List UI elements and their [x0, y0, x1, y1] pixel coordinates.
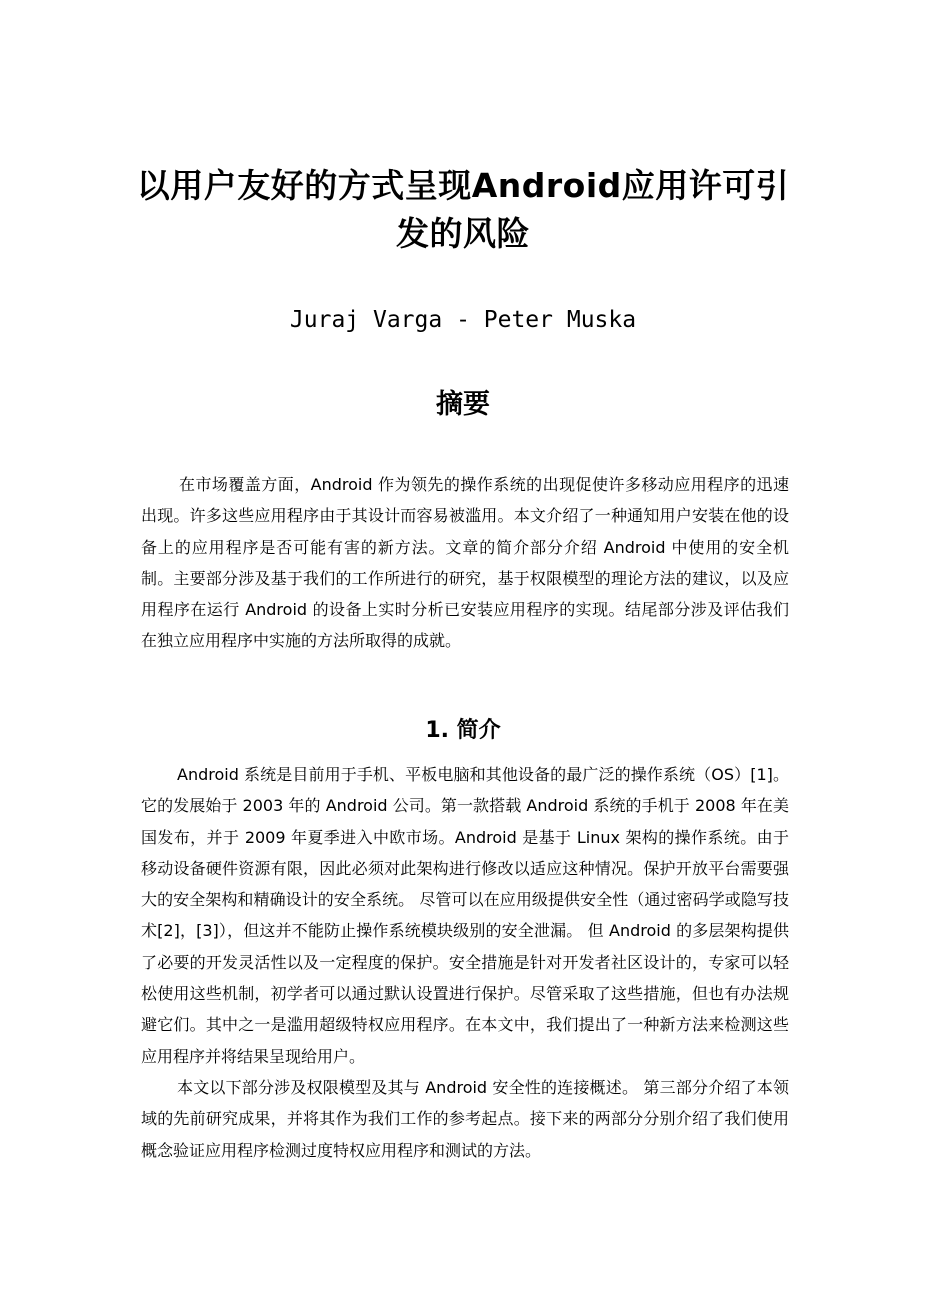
body-paragraph: Android 系统是目前用于手机、平板电脑和其他设备的最广泛的操作系统（OS）[1]。它的发展始于 2003 年的 Android 公司。第一款搭载 Android 系统的手机于 2008 年在美国发布，并于 2009 年夏季进入中欧市场。Android 是基于 Linux 架构的操作系统。由于移动设备硬件资源有限，因此必须对此架构进行修改以适应这种情况。保护开放平台需要强大的安全架构和精确设计的安全系统。 尽管可以在应用级提供安全性（通过密码学或隐写技术[2]，[3]），但这并不能防止操作系统模块级别的安全泄漏。 但 Android 的多层架构提供了必要的开发灵活性以及一定程度的保护。安全措施是针对开发者社区设计的，专家可以轻松使用这些机制，初学者可以通过默认设置进行保护。尽管采取了这些措施，但也有办法规避它们。其中之一是滥用超级特权应用程序。在本文中，我们提出了一种新方法来检测这些应用程序并将结果呈现给用户。	[141, 765, 789, 1066]
paper-title: 以用户友好的方式呈现Android应用许可引发的风险	[136, 166, 790, 253]
body-paragraph: 本文以下部分涉及权限模型及其与 Android 安全性的连接概述。 第三部分介绍了本领域的先前研究成果，并将其作为我们工作的参考起点。接下来的两部分分别介绍了我们使用概念验证应用程序检测过度特权应用程序和测试的方法。	[141, 1077, 789, 1160]
paper-authors: Juraj Varga - Peter Muska	[289, 307, 637, 333]
abstract-text: 在市场覆盖方面，Android 作为领先的操作系统的出现促使许多移动应用程序的迅速出现。许多这些应用程序由于其设计而容易被滥用。本文介绍了一种通知用户安装在他的设备上的应用程序是否可能有害的新方法。文章的简介部分介绍 Android 中使用的安全机制。主要部分涉及基于我们的工作所进行的研究，基于权限模型的理论方法的建议，以及应用程序在运行 Android 的设备上实时分析已安装应用程序的实现。结尾部分涉及评估我们在独立应用程序中实施的方法所取得的成就。	[141, 475, 789, 651]
section-heading-introduction: 1. 简介	[425, 718, 501, 743]
abstract-heading: 摘要	[436, 389, 490, 420]
section-body-introduction	[141, 759, 789, 1166]
